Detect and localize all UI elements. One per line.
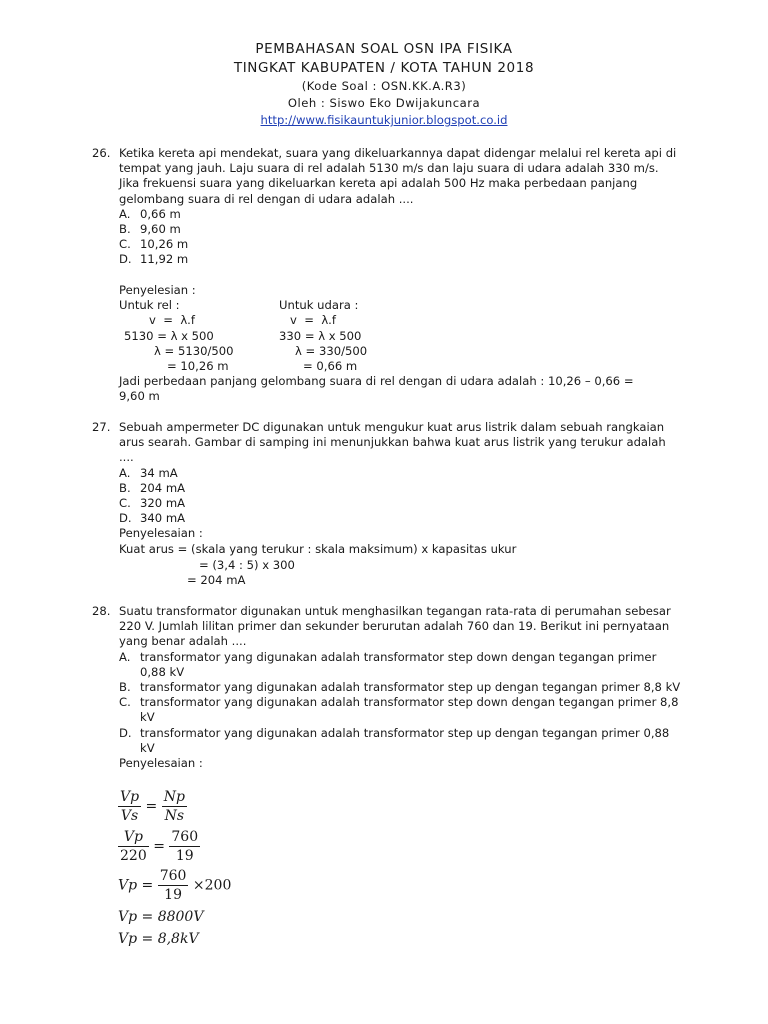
equation-ratio: $\frac{Vp}{Vs}$ = $\frac{Np}{Ns}$: [120, 789, 185, 824]
udara-step-3: λ = 330/500: [295, 344, 368, 358]
equation-result-kilovolts: Vp = 8,8kV: [118, 931, 199, 947]
header-title: PEMBAHASAN SOAL OSN IPA FISIKA: [255, 41, 513, 57]
question-26: [92, 146, 682, 298]
option-c: C. transformator yang digunakan adalah transformator step down dengan tegangan primer 8,8 kV: [119, 695, 679, 725]
fraction-760-19: $\frac{760}{19}$: [171, 829, 199, 864]
question-27: [92, 420, 682, 557]
q27-step-2: = (3,4 : 5) x 300: [199, 558, 295, 572]
q27-step-3: = 204 mA: [187, 573, 246, 587]
question-number: 28.: [92, 604, 111, 618]
udara-step-4: = 0,66 m: [303, 359, 358, 373]
fraction-760-19: $\frac{760}{19}$: [159, 868, 187, 903]
header-author: Oleh : Siswo Eko Dwijakuncara: [287, 96, 481, 110]
solution-title: Penyelesaian :: [119, 756, 203, 771]
option-d: D. 11,92 m: [119, 252, 189, 267]
solution-title: Penyelesian :: [119, 282, 196, 297]
option-c: C. 320 mA: [119, 496, 186, 511]
question-number: 26.: [92, 146, 111, 160]
question-text: Ketika kereta api mendekat, suara yang dikeluarkannya dapat didengar melalui rel kereta api di tempat yang jauh. Laju suara di rel adalah 5130 m/s dan laju suara di udara adalah 330 m/s. Jika frekuensi suara yang dikeluarkan kereta api adalah 500 Hz maka perbedaan panjang gelombang suara di rel dengan di udara adalah ....: [119, 146, 677, 206]
option-a: A. transformator yang digunakan adalah transformator step down dengan tegangan primer 0,88 kV: [119, 649, 657, 679]
udara-heading: Untuk udara :: [279, 298, 359, 312]
solution-step-1: Kuat arus = (skala yang terukur : skala maksimum) x kapasitas ukur: [119, 541, 517, 556]
option-d: D. transformator yang digunakan adalah transformator step up dengan tegangan primer 0,88 kV: [119, 725, 670, 755]
option-c: C. 10,26 m: [119, 237, 189, 252]
header-subtitle: TINGKAT KABUPATEN / KOTA TAHUN 2018: [233, 60, 535, 76]
option-a: A. 0,66 m: [119, 206, 181, 221]
rel-step-2: 5130 = λ x 500: [124, 329, 214, 343]
document-header: [0, 40, 768, 129]
header-code: (Kode Soal : OSN.KK.A.R3): [301, 79, 467, 93]
equation-result-volts: Vp = 8800V: [118, 909, 204, 925]
option-d: D. 340 mA: [119, 511, 186, 526]
rel-heading: Untuk rel :: [119, 298, 180, 312]
header-link[interactable]: http://www.fisikauntukjunior.blogspot.co.id: [260, 113, 508, 127]
question-28: [92, 604, 682, 771]
question-text: Sebuah ampermeter DC digunakan untuk mengukur kuat arus listrik dalam sebuah rangkaian arus searah. Gambar di samping ini menunjukkan bahwa kuat arus listrik yang terukur adalah ....: [119, 420, 666, 465]
udara-step-2: 330 = λ x 500: [279, 329, 362, 343]
equation-solve: Vp = $\frac{760}{19}$ ×200: [118, 868, 232, 903]
rel-step-4: = 10,26 m: [167, 359, 229, 373]
udara-step-1: v = λ.f: [290, 313, 336, 327]
fraction-vp-vs: $\frac{Vp}{Vs}$: [120, 789, 140, 824]
equation-substitution: $\frac{Vp}{220}$ = $\frac{760}{19}$: [120, 829, 199, 864]
fraction-vp-220: $\frac{Vp}{220}$: [120, 829, 147, 864]
fraction-np-ns: $\frac{Np}{Ns}$: [163, 789, 185, 824]
question-text: Suatu transformator digunakan untuk menghasilkan tegangan rata-rata di perumahan sebesar 220 V. Jumlah lilitan primer dan sekunder berurutan adalah 760 dan 19. Berikut ini pernyataan yang benar adalah ....: [119, 604, 671, 649]
q26-conclusion: Jadi perbedaan panjang gelombang suara di rel dengan di udara adalah : 10,26 – 0,66 = 9,60 m: [119, 374, 634, 404]
option-b: B. transformator yang digunakan adalah transformator step up dengan tegangan primer 8,8 kV: [119, 680, 681, 695]
question-number: 27.: [92, 420, 111, 434]
option-b: B. 9,60 m: [119, 222, 181, 237]
solution-title: Penyelesaian :: [119, 526, 203, 541]
option-b: B. 204 mA: [119, 480, 186, 495]
rel-step-3: λ = 5130/500: [154, 344, 234, 358]
rel-step-1: v = λ.f: [149, 313, 195, 327]
option-a: A. 34 mA: [119, 465, 178, 480]
